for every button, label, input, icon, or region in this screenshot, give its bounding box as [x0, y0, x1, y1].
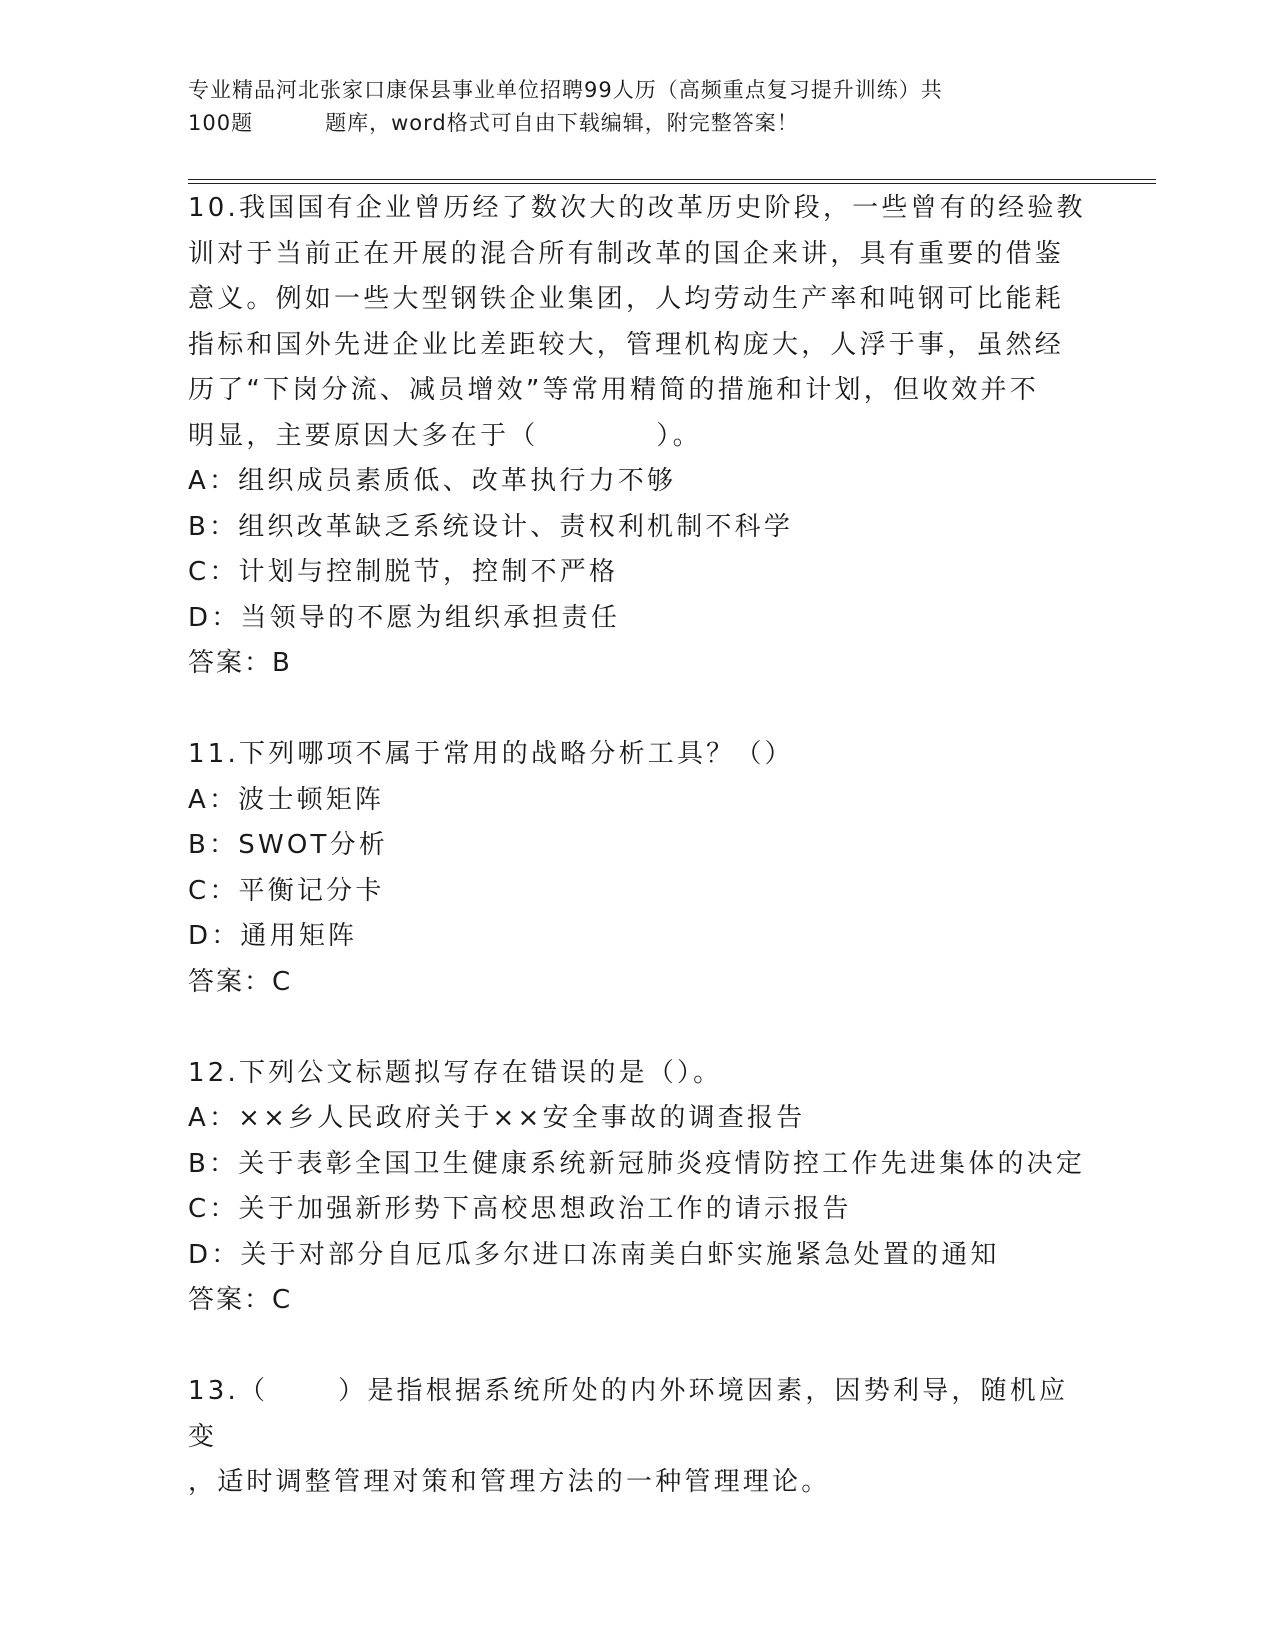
- option-a: A：波士顿矩阵: [188, 784, 385, 815]
- question-stem-part: ）是指根据系统所处的内外环境因素，因势利导，随机应变: [188, 1376, 1069, 1452]
- option-b: B：组织改革缺乏系统设计、责权利机制不科学: [188, 511, 794, 542]
- header-line-1: 专业精品河北张家口康保县事业单位招聘99人历（高频重点复习提升训练）共: [188, 78, 943, 102]
- header-rule-top: [188, 179, 1156, 180]
- question-stem-part: ）。: [656, 420, 702, 451]
- option-c: C：平衡记分卡: [188, 875, 385, 906]
- header-line-2-text: 题库，word格式可自由下载编辑，附完整答案！: [325, 111, 799, 135]
- question-stem-line: 意义。例如一些大型钢铁企业集团，人均劳动生产率和吨钢可比能耗: [188, 284, 1065, 314]
- option-b: B：关于表彰全国卫生健康系统新冠肺炎疫情防控工作先进集体的决定: [188, 1148, 1086, 1179]
- header-line-2: [188, 107, 1088, 140]
- question-stem-part: 明显，主要原因大多在于（: [188, 420, 539, 451]
- question-stem-line: 指标和国外先进企业比差距较大，管理机构庞大，人浮于事，虽然经: [188, 329, 1065, 360]
- answer: 答案：B: [188, 648, 292, 678]
- option-c: C：关于加强新形势下高校思想政治工作的请示报告: [188, 1194, 852, 1224]
- header-line-2-count: 100题: [188, 111, 254, 135]
- question-stem-line: 历了“下岗分流、减员增效”等常用精简的措施和计划，但收效并不: [188, 375, 1039, 405]
- question-12: [188, 1051, 1088, 1324]
- option-c: C：计划与控制脱节，控制不严格: [188, 557, 619, 587]
- question-stem-part: 13.（: [188, 1376, 269, 1406]
- question-stem: 12.下列公文标题拟写存在错误的是（）。: [188, 1057, 723, 1088]
- option-b: B：SWOT分析: [188, 830, 388, 860]
- answer: 答案：C: [188, 1285, 293, 1315]
- question-stem-line: ，适时调整管理对策和管理方法的一种管理理论。: [188, 1467, 831, 1497]
- question-stem-line: 10.我国国有企业曾历经了数次大的改革历史阶段，一些曾有的经验教: [188, 193, 1086, 223]
- question-list: [188, 186, 1088, 1506]
- question-13: [188, 1369, 1088, 1506]
- option-a: A：××乡人民政府关于××安全事故的调查报告: [188, 1103, 806, 1133]
- question-stem-line: 训对于当前正在开展的混合所有制改革的国企来讲，具有重要的借鉴: [188, 238, 1065, 269]
- option-d: D：当领导的不愿为组织承担责任: [188, 602, 621, 633]
- question-stem-line: [188, 414, 1088, 460]
- question-10: [188, 186, 1088, 687]
- option-d: D：关于对部分自厄瓜多尔进口冻南美白虾实施紧急处置的通知: [188, 1239, 1000, 1270]
- question-stem: 11.下列哪项不属于常用的战略分析工具？（）: [188, 739, 794, 769]
- answer: 答案：C: [188, 966, 293, 997]
- header-rule-bottom: [188, 183, 1156, 184]
- question-11: [188, 732, 1088, 1005]
- document-header: [188, 74, 1088, 140]
- option-a: A：组织成员素质低、改革执行力不够: [188, 466, 677, 496]
- option-d: D：通用矩阵: [188, 921, 358, 951]
- question-stem-line: [188, 1369, 1088, 1460]
